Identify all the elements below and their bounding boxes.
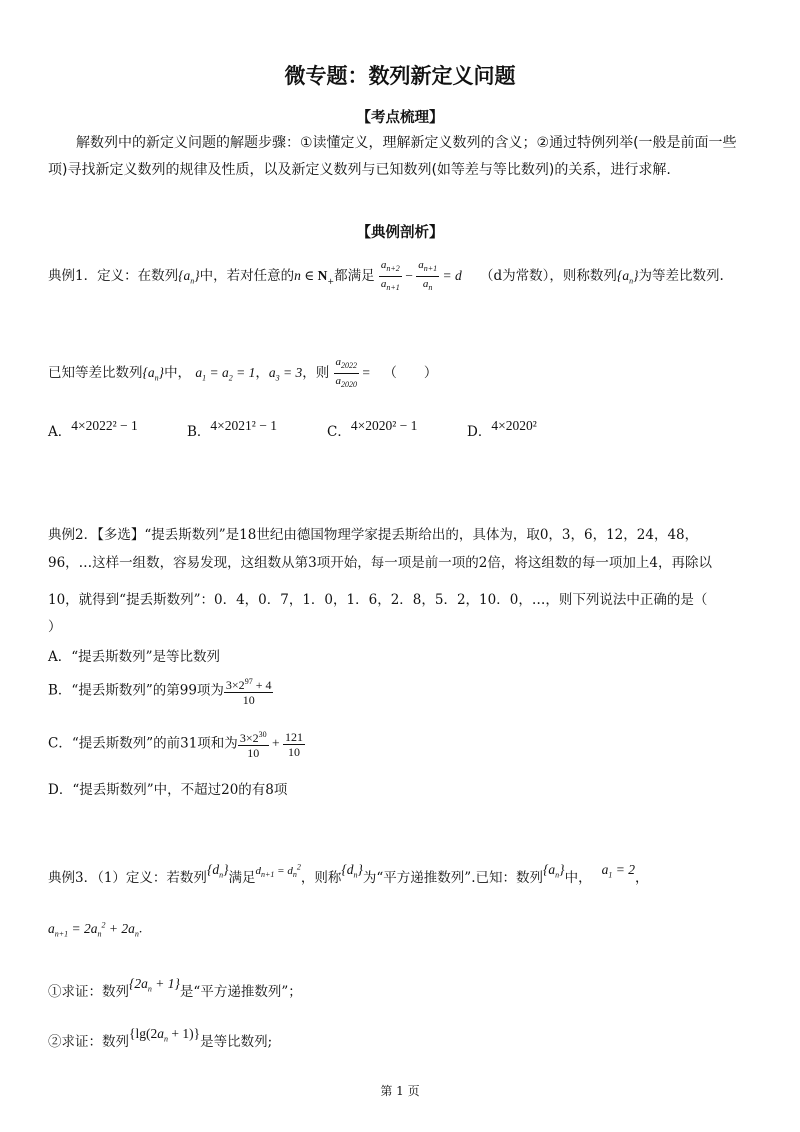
example-2-option-b: B．“提丢斯数列”的第99项为 $\frac{3\times 2^{97} + 4}{10}$	[48, 677, 272, 707]
example-1-definition: 典例1．定义：在数列$\{a_n\}$中，若对任意的n ∈ $N_+$都满足 $\frac{a_{n+2}}{a_{n+1}}$ − $\frac{a_{n+1}}{a_n}$ = d （d为常数），则称数列$\{a_n\}$为等差比数列.	[48, 258, 724, 295]
term-99-fraction: $\frac{3\times 2^{97} + 4}{10}$	[225, 677, 272, 707]
example-1-given: 已知等差比数列$\{a_n\}$中， $a_1 = a_2 = 1$，$a_3 = 3$，则 $\frac{a_{2022}}{a_{2020}}$ = （ ）	[48, 355, 437, 392]
example-1-option-c: C．4×2020² − 1	[327, 418, 418, 440]
section-heading-key-points: 【考点梳理】	[356, 110, 444, 126]
sum-31-fraction-2: $\frac{121}{10}$	[284, 729, 303, 759]
sum-31-fraction-1: $\frac{3\times 2^{30}}{10}$	[239, 730, 267, 760]
ratio-fraction-2: $\frac{a_{n+1}}{a_n}$	[418, 259, 438, 293]
example-1-option-a: A．4×2022² − 1	[48, 418, 138, 440]
example-2-line-1: 典例2．【多选】“提丢斯数列”是18世纪由德国物理学家提丢斯给出的，具体为，取0，3，6，12，24，48，	[48, 527, 699, 543]
example-3-definition: 典例3．（1）定义：若数列$\{d_n\}$满足$^{d_{n+1} = d_n^2}$，则称$\{d_n\}$为“平方递推数列”.已知：数列$\{a_n\}$中，$a_1 = 2$，	[48, 862, 649, 886]
page-number: 第 1 页	[380, 1084, 420, 1098]
ratio-fraction-1: $\frac{a_{n+2}}{a_{n+1}}$	[380, 259, 400, 293]
example-2-line-2: 96，…这样一组数，容易发现，这组数从第3项开始，每一项是前一项的2倍，将这组数的每一项加上4，再除以	[48, 555, 712, 571]
example-1-option-b: B．4×2021² − 1	[187, 418, 277, 440]
example-3-subquestion-1: ①求证：数列$\{2a_n + 1\}$是“平方递推数列”；	[48, 976, 302, 1000]
example-1-option-d: D．4×2020²	[467, 418, 537, 440]
page-title: 微专题：数列新定义问题	[284, 64, 516, 88]
intro-paragraph: 解数列中的新定义问题的解题步骤：①读懂定义，理解新定义数列的含义；②通过特例列举(一般是前面一些项)寻找新定义数列的规律及性质，以及新定义数列与已知数列(如等差与等比数列)的关系，进行求解.	[48, 135, 737, 178]
section-heading-examples: 【典例剖析】	[356, 225, 444, 241]
example-3-subquestion-2: ②求证：数列$\{\lg(2a_n + 1)\}$是等比数列;	[48, 1026, 273, 1050]
example-2-option-d: D．“提丢斯数列”中，不超过20的有8项	[48, 782, 288, 798]
example-2-option-a: A．“提丢斯数列”是等比数列	[48, 649, 221, 665]
example-2-line-3: 10，就得到“提丢斯数列”：0．4，0．7，1．0，1．6，2．8，5．2，10．0，…，则下列说法中正确的是（	[48, 592, 708, 608]
example-3-recurrence: $a_{n+1} = 2a_n^2 + 2a_n$.	[48, 920, 143, 939]
target-fraction: $\frac{a_{2022}}{a_{2020}}$	[335, 356, 358, 390]
example-2-line-4: ）	[48, 619, 62, 635]
example-2-option-c: C．“提丢斯数列”的前31项和为 $\frac{3\times 2^{30}}{10}$ + $\frac{121}{10}$	[48, 729, 303, 760]
